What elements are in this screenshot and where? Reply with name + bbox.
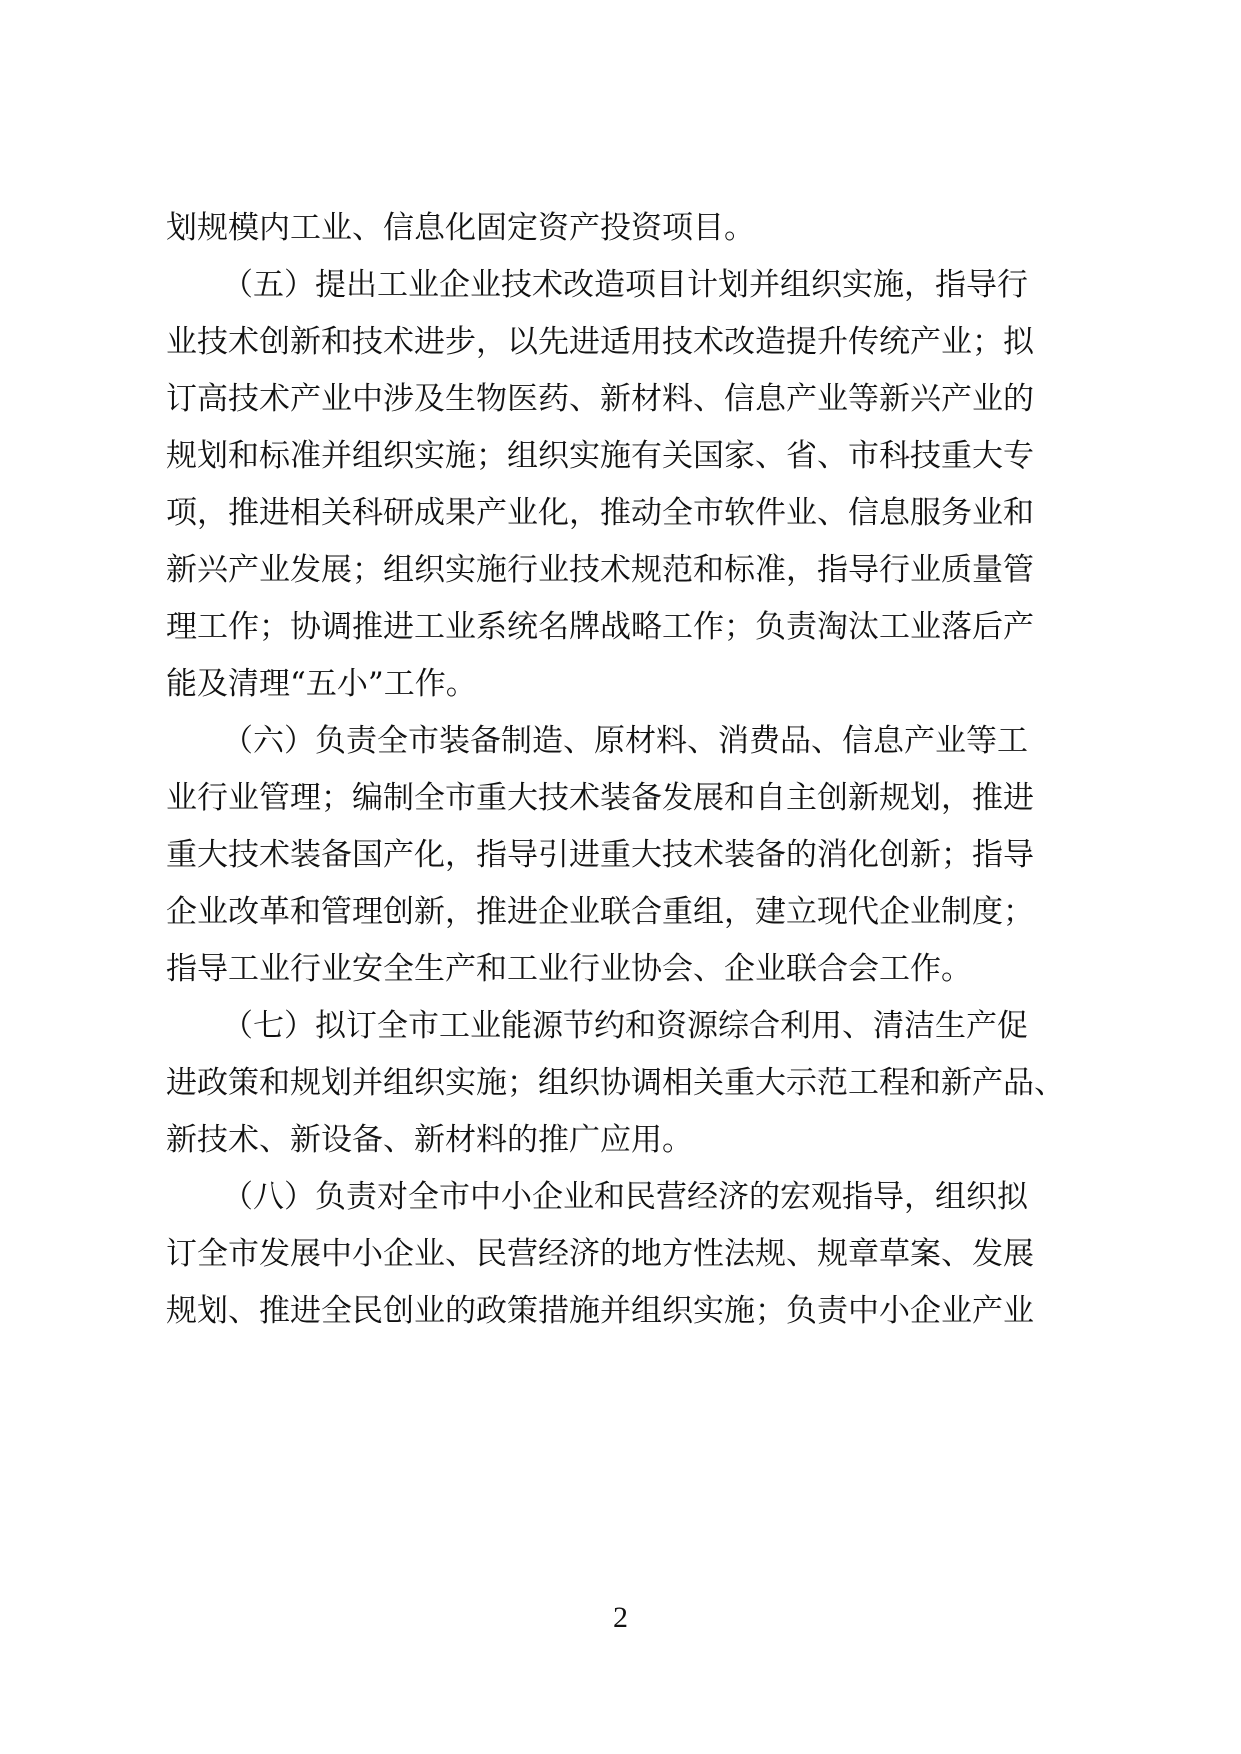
text-line: 订高技术产业中涉及生物医药、新材料、信息产业等新兴产业的 bbox=[166, 381, 1034, 417]
text-line: 规划和标准并组织实施；组织实施有关国家、省、市科技重大专 bbox=[166, 438, 1034, 474]
text-line: 订全市发展中小企业、民营经济的地方性法规、规章草案、发展 bbox=[166, 1236, 1034, 1272]
text-line: 理工作；协调推进工业系统名牌战略工作；负责淘汰工业落后产 bbox=[166, 609, 1034, 645]
text-line: 新兴产业发展；组织实施行业技术规范和标准，指导行业质量管 bbox=[166, 552, 1034, 588]
text-line: （八）负责对全市中小企业和民营经济的宏观指导，组织拟 bbox=[222, 1179, 1028, 1215]
text-line: （五）提出工业企业技术改造项目计划并组织实施，指导行 bbox=[222, 267, 1028, 303]
text-line: （七）拟订全市工业能源节约和资源综合利用、清洁生产促 bbox=[222, 1008, 1028, 1044]
text-line: 划规模内工业、信息化固定资产投资项目。 bbox=[166, 210, 755, 246]
text-line: 新技术、新设备、新材料的推广应用。 bbox=[166, 1122, 693, 1158]
text-line: 业行业管理；编制全市重大技术装备发展和自主创新规划，推进 bbox=[166, 780, 1034, 816]
text-line: 规划、推进全民创业的政策措施并组织实施；负责中小企业产业 bbox=[166, 1293, 1034, 1329]
text-line: 企业改革和管理创新，推进企业联合重组，建立现代企业制度； bbox=[166, 894, 1034, 930]
text-line: 业技术创新和技术进步，以先进适用技术改造提升传统产业；拟 bbox=[166, 324, 1034, 360]
text-line: 进政策和规划并组织实施；组织协调相关重大示范工程和新产品、 bbox=[166, 1065, 1065, 1101]
text-line: 能及清理“五小”工作。 bbox=[166, 666, 477, 702]
text-line: 项，推进相关科研成果产业化，推动全市软件业、信息服务业和 bbox=[166, 495, 1034, 531]
text-line: 重大技术装备国产化，指导引进重大技术装备的消化创新；指导 bbox=[166, 837, 1034, 873]
text-line: 指导工业行业安全生产和工业行业协会、企业联合会工作。 bbox=[166, 951, 972, 987]
text-line: （六）负责全市装备制造、原材料、消费品、信息产业等工 bbox=[222, 723, 1028, 759]
page-number: 2 bbox=[613, 1601, 628, 1634]
